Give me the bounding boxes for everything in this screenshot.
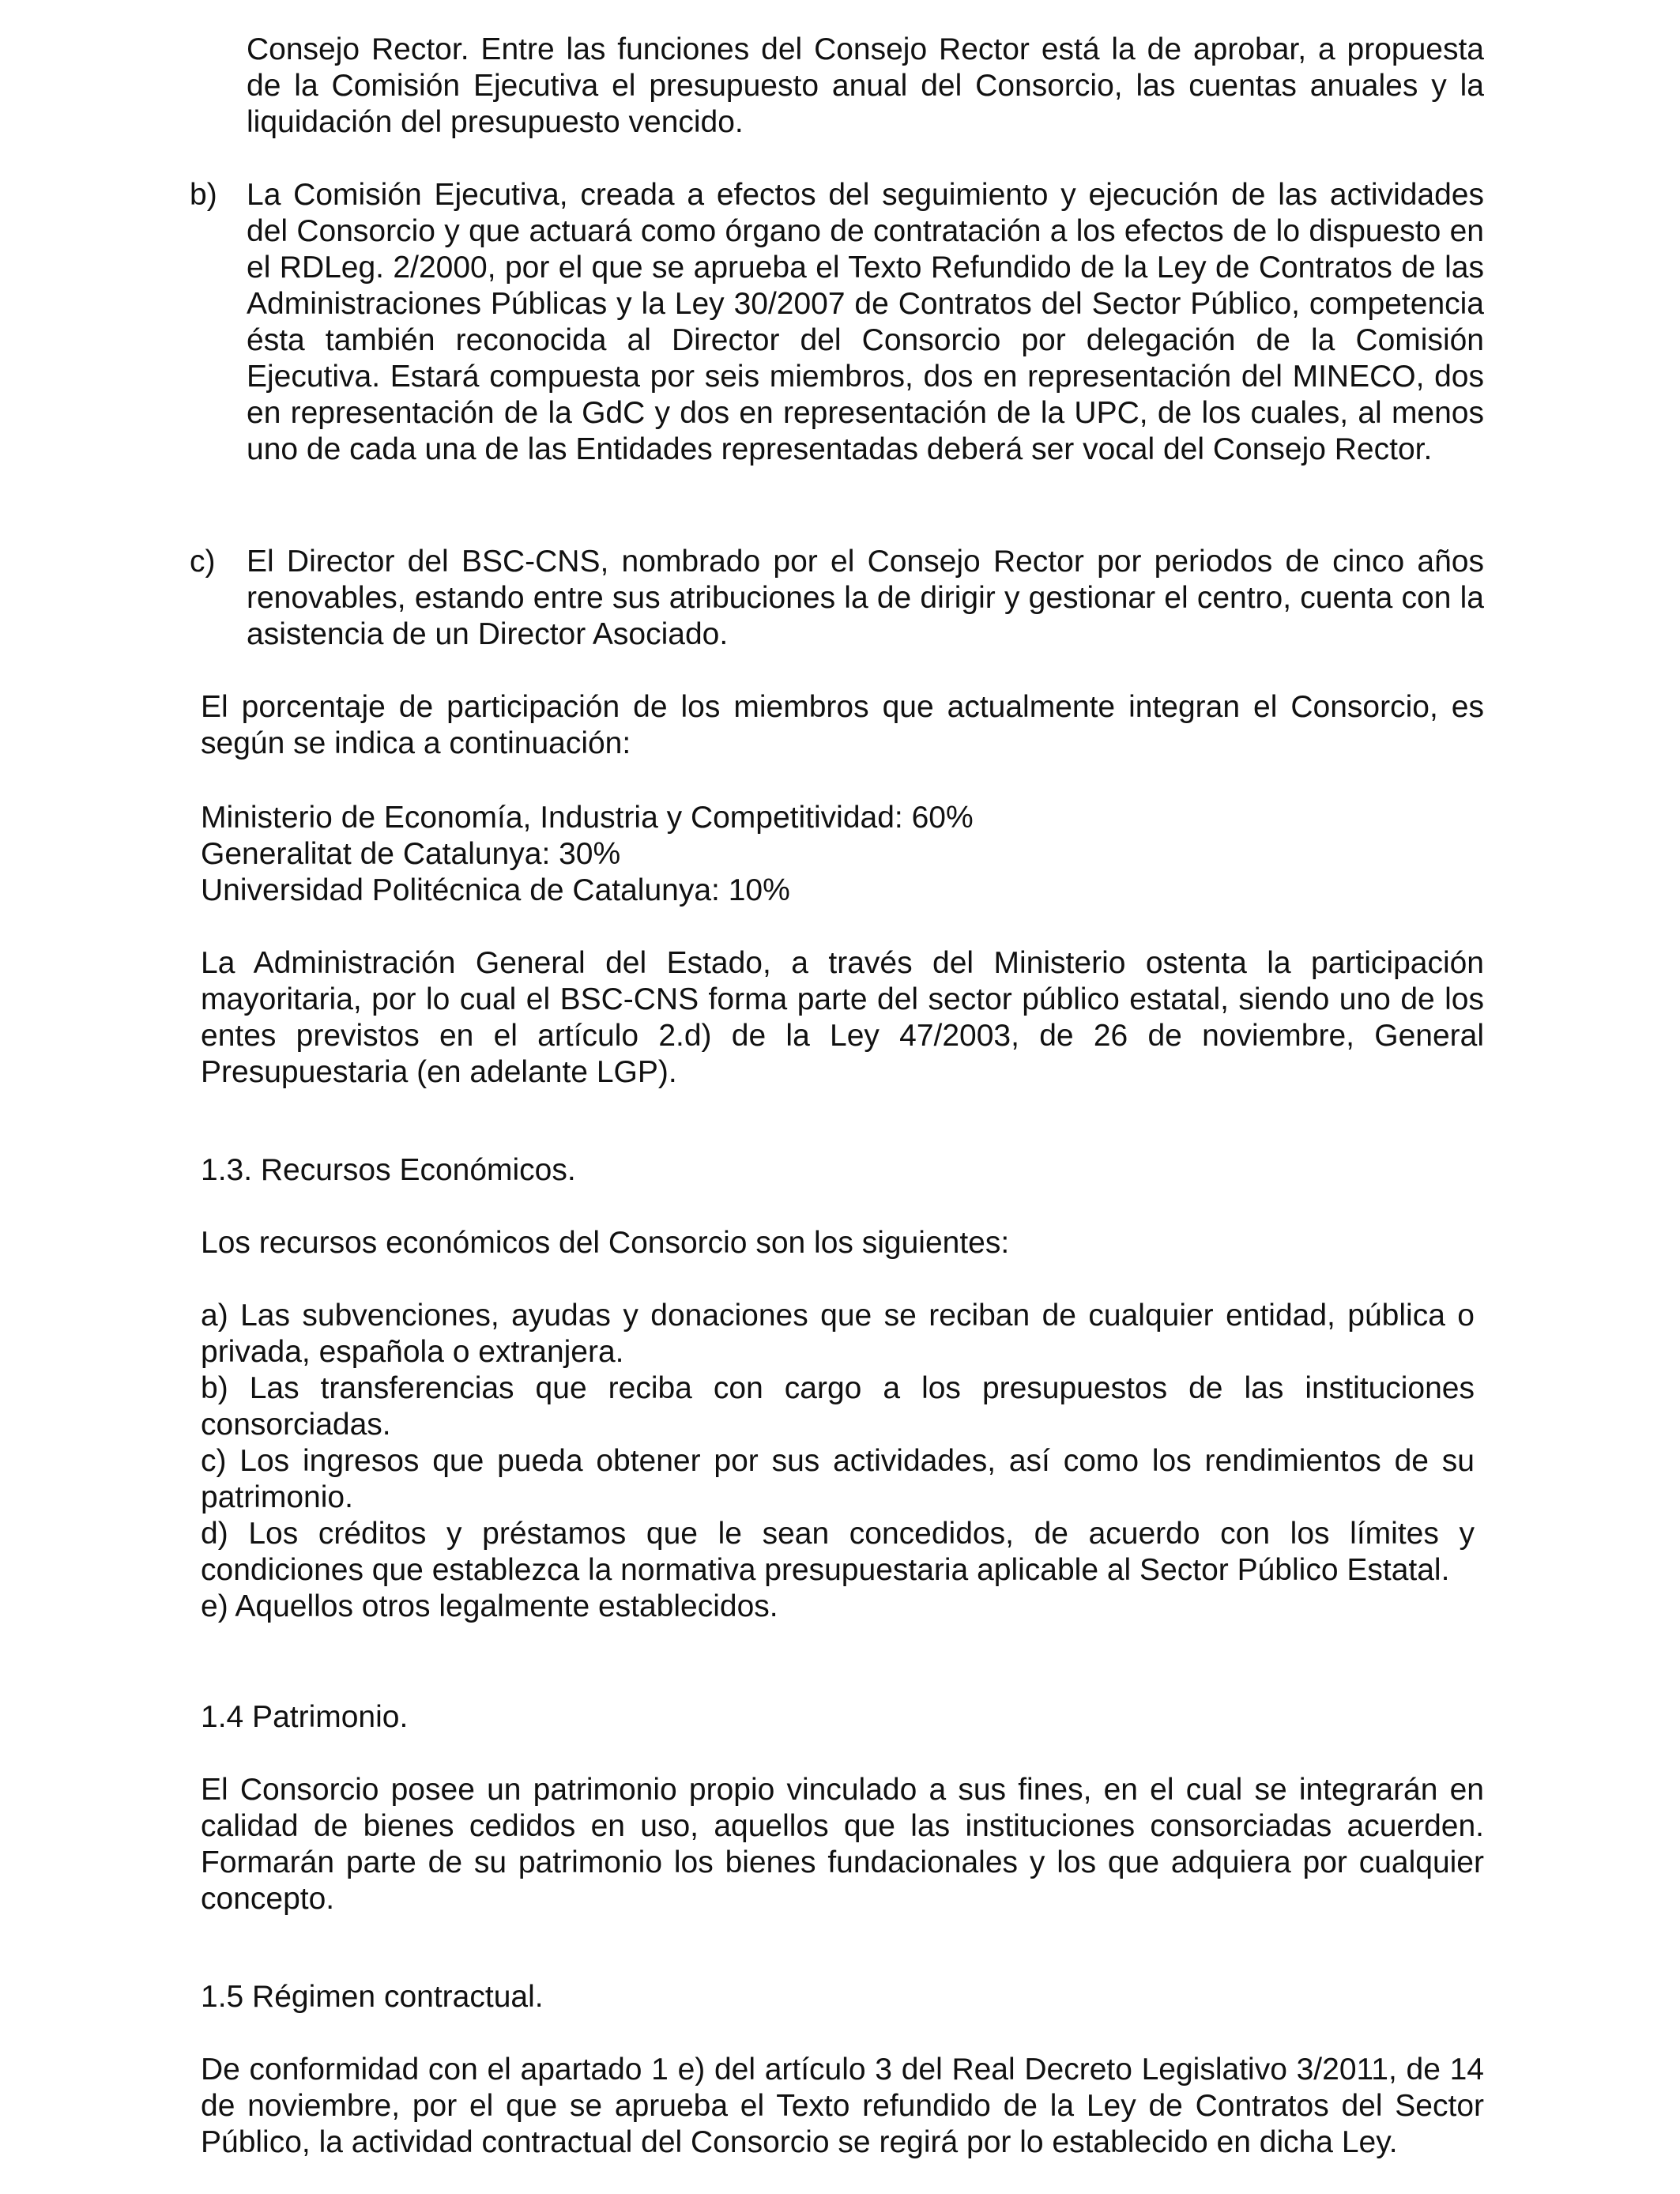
resource-item-b: b) Las transferencias que reciba con cargo a los presupuestos de las instituciones consorciadas. (201, 1371, 1475, 1442)
section-1-4-paragraph: El Consorcio posee un patrimonio propio vinculado a sus fines, en el cual se integrarán en calidad de bienes cedidos en uso, aquellos que las instituciones consorciadas acuerden. Formarán parte de su patrimonio los bienes fundacionales y los que adquiera por cualquier concepto. (201, 1773, 1484, 1916)
resource-item-d: d) Los créditos y préstamos que le sean concedidos, de acuerdo con los límites y condiciones que establezca la normativa presupuestaria aplicable al Sector Público Estatal. (201, 1517, 1475, 1587)
resource-item-e: e) Aquellos otros legalmente establecidos. (201, 1589, 778, 1623)
participation-line: Universidad Politécnica de Catalunya: 10% (201, 873, 790, 907)
section-heading-1-3: 1.3. Recursos Económicos. (201, 1153, 576, 1187)
participation-line: Generalitat de Catalunya: 30% (201, 837, 621, 871)
list-marker: b) (190, 178, 217, 212)
section-1-3-intro: Los recursos económicos del Consorcio son los siguientes: (201, 1226, 1010, 1260)
list-item-text: El Director del BSC-CNS, nombrado por el Consejo Rector por periodos de cinco años renovables, estando entre sus atribuciones la de dirigir y gestionar el centro, cuenta con la asistencia de un Director Asociado. (247, 545, 1484, 651)
section-1-5-paragraph: De conformidad con el apartado 1 e) del artículo 3 del Real Decreto Legislativo 3/2011, de 14 de noviembre, por el que se aprueba el Texto refundido de la Ley de Contratos del Sector Público, la actividad contractual del Consorcio se regirá por lo establecido en dicha Ley. (201, 2053, 1484, 2159)
section-heading-1-5: 1.5 Régimen contractual. (201, 1980, 544, 2014)
resource-item-c: c) Los ingresos que pueda obtener por sus actividades, así como los rendimientos de su patrimonio. (201, 1444, 1475, 1514)
age-paragraph: La Administración General del Estado, a través del Ministerio ostenta la participación mayoritaria, por lo cual el BSC-CNS forma parte del sector público estatal, siendo uno de los entes previstos en el artículo 2.d) de la Ley 47/2003, de 26 de noviembre, General Presupuestaria (en adelante LGP). (201, 946, 1484, 1089)
participation-line: Ministerio de Economía, Industria y Competitividad: 60% (201, 801, 974, 835)
section-heading-1-4: 1.4 Patrimonio. (201, 1700, 409, 1734)
list-marker: c) (190, 545, 216, 579)
list-item-text: La Comisión Ejecutiva, creada a efectos del seguimiento y ejecución de las actividades del Consorcio y que actuará como órgano de contratación a los efectos de lo dispuesto en el RDLeg. 2/2000, por el que se aprueba el Texto Refundido de la Ley de Contratos de las Administraciones Públicas y la Ley 30/2007 de Contratos del Sector Público, competencia ésta también reconocida al Director del Consorcio por delegación de la Comisión Ejecutiva. Estará compuesta por seis miembros, dos en representación del MINECO, dos en representación de la GdC y dos en representación de la UPC, de los cuales, al menos uno de cada una de las Entidades representadas deberá ser vocal del Consejo Rector. (247, 178, 1484, 466)
participation-intro-paragraph: El porcentaje de participación de los miembros que actualmente integran el Consorcio, es según se indica a continuación: (201, 690, 1484, 760)
resource-item-a: a) Las subvenciones, ayudas y donaciones que se reciban de cualquier entidad, pública o privada, española o extranjera. (201, 1299, 1475, 1369)
intro-continuation-paragraph: Consejo Rector. Entre las funciones del Consejo Rector está la de aprobar, a propuesta de la Comisión Ejecutiva el presupuesto anual del Consorcio, las cuentas anuales y la liquidación del presupuesto vencido. (247, 32, 1484, 139)
